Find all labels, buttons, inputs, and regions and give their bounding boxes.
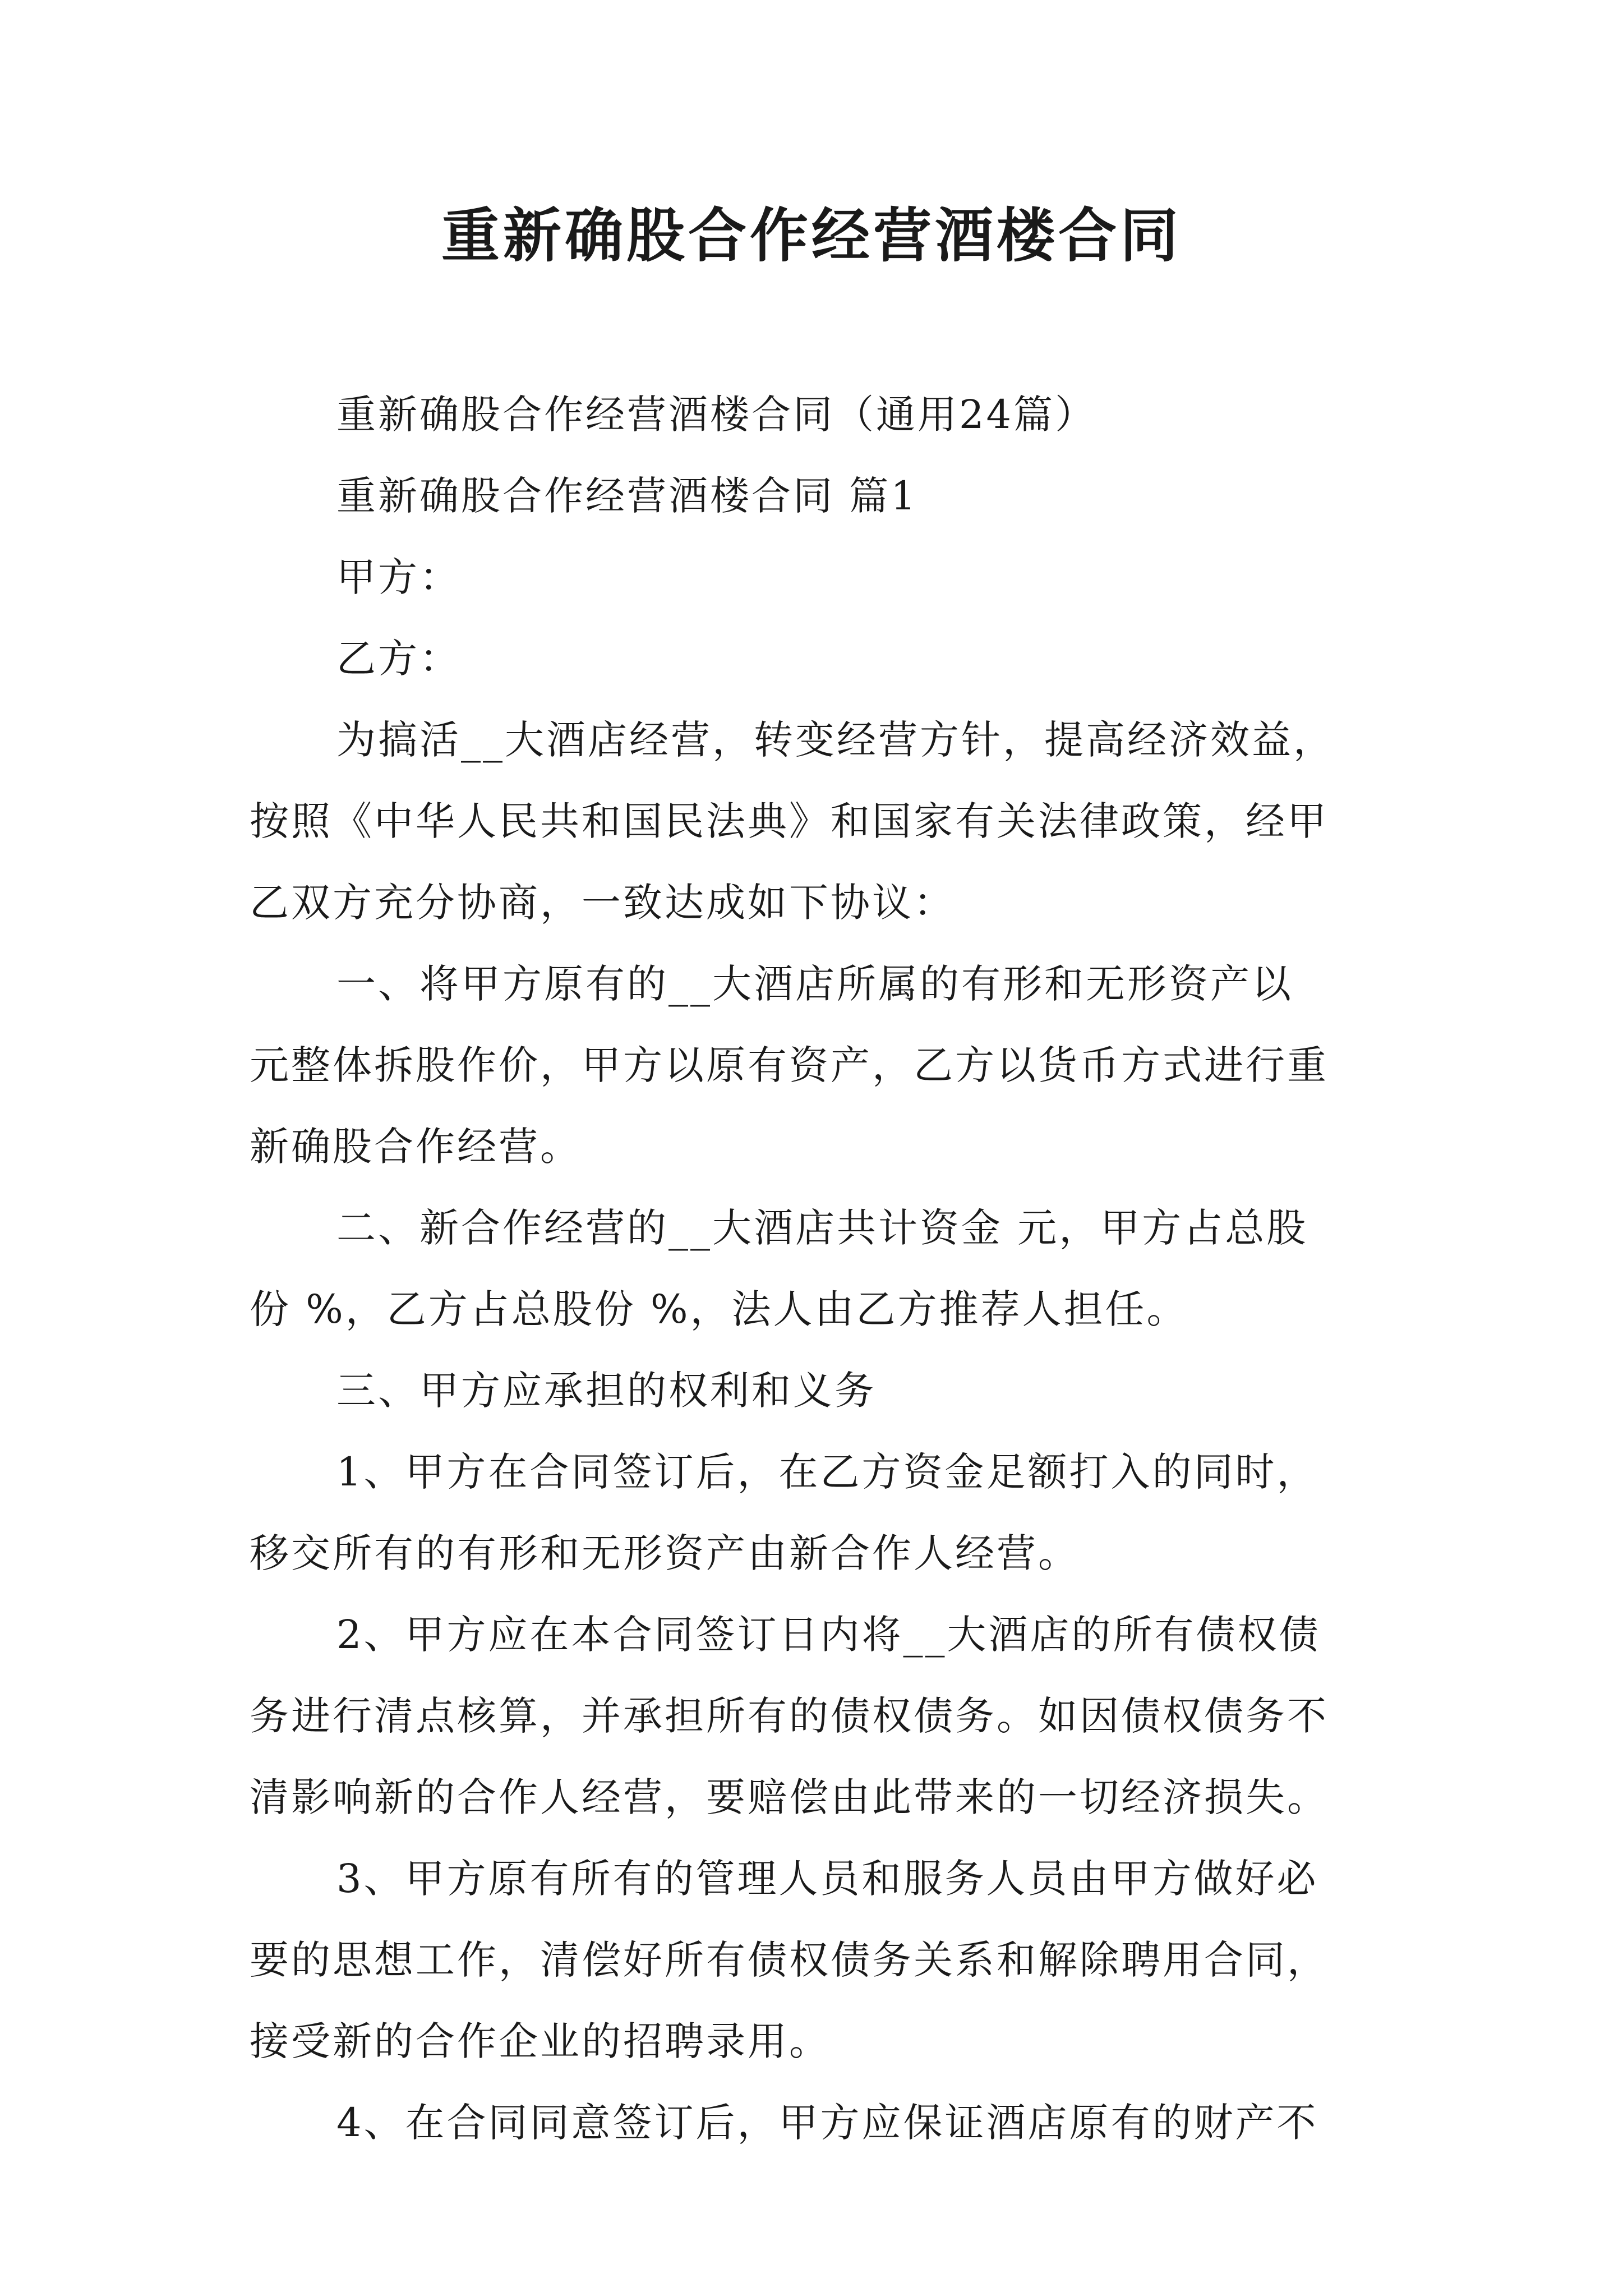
paragraph-line: 为搞活__大酒店经营，转变经营方针，提高经济效益， (336, 717, 1335, 763)
paragraph (250, 700, 1405, 944)
paragraph (250, 537, 1405, 618)
paragraph-line: 元整体拆股作价，甲方以原有资产，乙方以货币方式进行重 (250, 1042, 1329, 1088)
paragraph-line: 一、将甲方原有的__大酒店所属的有形和无形资产以 (336, 961, 1293, 1007)
paragraph-line: 务进行清点核算，并承担所有的债权债务。如因债权债务不 (250, 1693, 1329, 1739)
paragraph (250, 374, 1405, 455)
paragraph-line: 2、甲方应在本合同签订日内将__大酒店的所有债权债 (336, 1612, 1321, 1658)
paragraph-line: 重新确股合作经营酒楼合同（通用24篇） (336, 392, 1097, 438)
paragraph-line: 乙方： (336, 636, 461, 682)
paragraph-line: 新确股合作经营。 (250, 1124, 582, 1170)
paragraph-line: 清影响新的合作人经营，要赔偿由此带来的一切经济损失。 (250, 1774, 1329, 1820)
paragraph-line: 要的思想工作，清偿好所有债权债务关系和解除聘用合同， (250, 1937, 1329, 1983)
paragraph-line: 3、甲方原有所有的管理人员和服务人员由甲方做好必 (336, 1856, 1318, 1902)
paragraph (250, 618, 1405, 700)
paragraph (250, 455, 1405, 537)
document-body (250, 374, 1405, 2164)
paragraph (250, 1350, 1405, 1432)
paragraph-line: 1、甲方在合同签订后，在乙方资金足额打入的同时， (336, 1449, 1318, 1495)
paragraph-line: 乙双方充分协商，一致达成如下协议： (250, 880, 955, 926)
paragraph (250, 1188, 1405, 1350)
paragraph-line: 二、新合作经营的__大酒店共计资金 元，甲方占总股 (336, 1205, 1308, 1251)
paragraph-line: 移交所有的有形和无形资产由新合作人经营。 (250, 1530, 1080, 1576)
paragraph (250, 2082, 1405, 2164)
paragraph-line: 接受新的合作企业的招聘录用。 (250, 2018, 831, 2064)
paragraph (250, 1838, 1405, 2082)
document-title: 重新确股合作经营酒楼合同 (441, 201, 1182, 270)
paragraph-line: 按照《中华人民共和国民法典》和国家有关法律政策，经甲 (250, 798, 1329, 844)
paragraph (250, 1432, 1405, 1594)
paragraph-line: 4、在合同同意签订后，甲方应保证酒店原有的财产不 (336, 2100, 1318, 2146)
paragraph (250, 1594, 1405, 1838)
paragraph-line: 重新确股合作经营酒楼合同 篇1 (336, 473, 918, 519)
paragraph (250, 944, 1405, 1188)
paragraph-line: 三、甲方应承担的权利和义务 (336, 1368, 876, 1414)
paragraph-line: 份 %，乙方占总股份 %，法人由乙方推荐人担任。 (250, 1286, 1188, 1332)
paragraph-line: 甲方： (336, 554, 461, 600)
